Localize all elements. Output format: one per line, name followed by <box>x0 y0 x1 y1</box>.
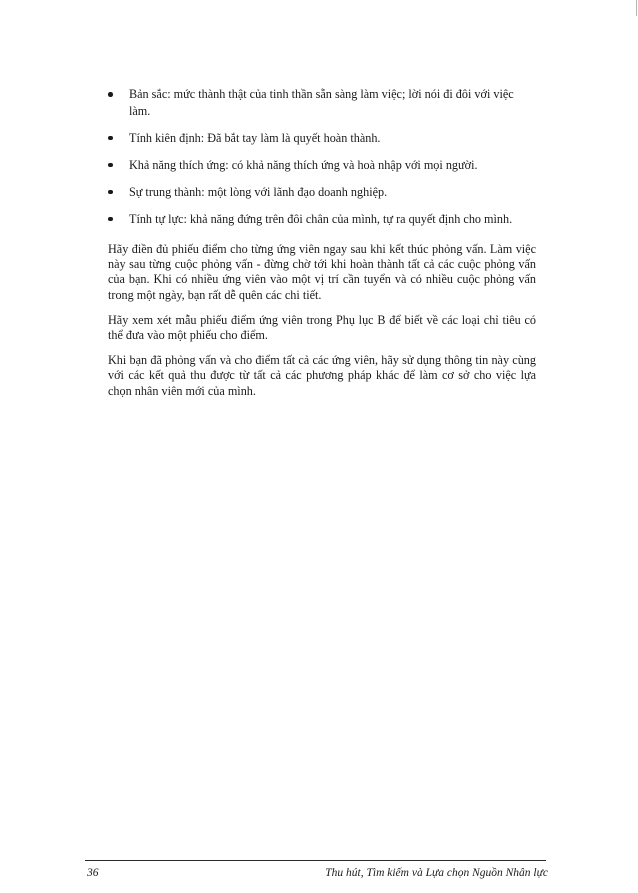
list-item <box>108 157 536 174</box>
bullet-icon <box>108 136 113 141</box>
bullet-icon <box>108 190 113 195</box>
list-item <box>108 130 536 147</box>
running-title: Thu hút, Tìm kiếm và Lựa chọn Nguồn Nhân lực <box>325 867 548 879</box>
list-item-text: Sự trung thành: một lòng với lãnh đạo doanh nghiệp. <box>129 184 388 199</box>
list-item-text: Tính tự lực: khả năng đứng trên đôi chân của mình, tự ra quyết định cho mình. <box>129 211 513 226</box>
page-edge-mark <box>636 0 637 16</box>
paragraph-final-selection: Khi bạn đã phỏng vấn và cho điểm tất cả các ứng viên, hãy sử dụng thông tin này cùng với các kết quả thu được từ tất cả các phương pháp khác để làm cơ sở cho việc lựa chọn nhân viên mới của mình. <box>108 353 536 398</box>
list-item-text: Tính kiên định: Đã bắt tay làm là quyết hoàn thành. <box>129 130 381 145</box>
list-item <box>108 86 536 119</box>
paragraph-appendix-reference: Hãy xem xét mẫu phiếu điểm ứng viên trong Phụ lục B để biết về các loại chỉ tiêu có thể đưa vào một phiếu cho điểm. <box>108 312 536 343</box>
bullet-icon <box>108 163 113 168</box>
trait-list <box>108 86 536 227</box>
list-item <box>108 211 536 228</box>
page-number: 36 <box>87 867 99 879</box>
paragraph-scoring-timing: Hãy điền đủ phiếu điểm cho từng ứng viên ngay sau khi kết thúc phỏng vấn. Làm việc này sau từng cuộc phỏng vấn - đừng chờ tới khi hoàn thành tất cả các cuộc phỏng vấn của bạn. Khi có nhiều ứng viên vào một vị trí cần tuyển và có nhiều cuộc phỏng vấn trong một ngày, bạn rất dễ quên các chi tiết. <box>108 242 536 302</box>
list-item-text: Khả năng thích ứng: có khả năng thích ứng và hoà nhập với mọi người. <box>129 157 478 172</box>
page-content <box>108 86 536 409</box>
footer-divider <box>85 860 546 861</box>
bullet-icon <box>108 92 113 97</box>
list-item-text: Bản sắc: mức thành thật của tinh thần sẵn sàng làm việc; lời nói đi đôi với việc làm. <box>129 87 514 118</box>
list-item <box>108 184 536 201</box>
bullet-icon <box>108 217 113 222</box>
